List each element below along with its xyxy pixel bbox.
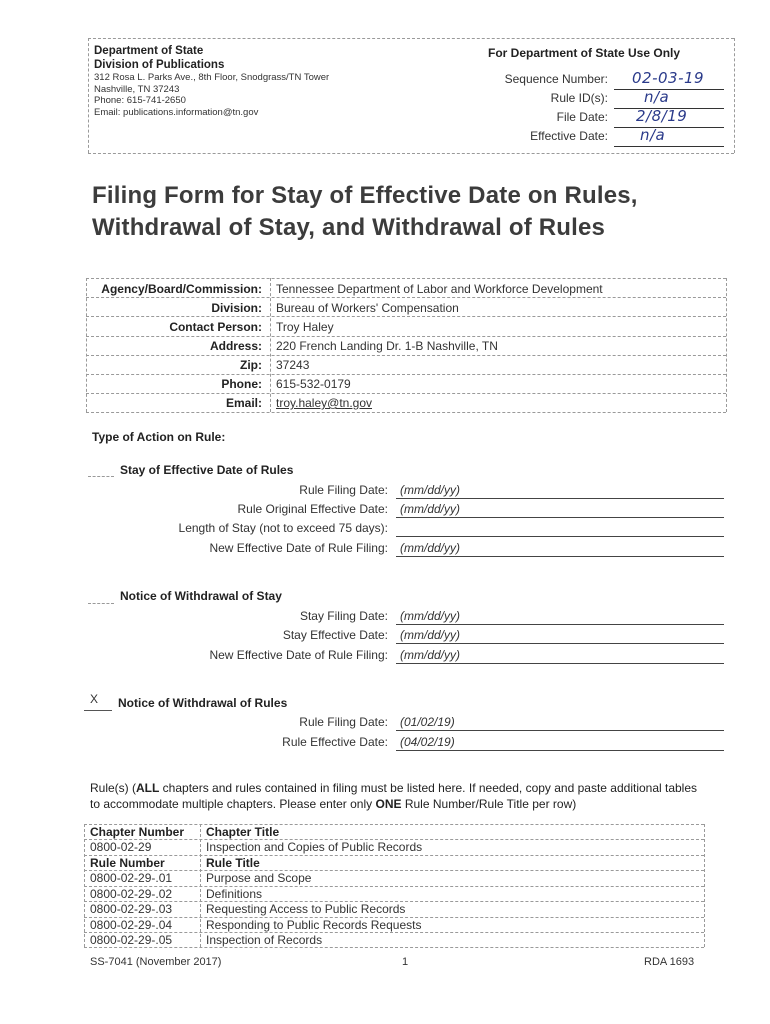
rule-effective-date-label: Rule Effective Date: xyxy=(282,735,388,749)
withdraw-rules-checkbox-line xyxy=(84,710,112,711)
zip-value: 37243 xyxy=(276,358,310,372)
stay-rule-filing-date-line xyxy=(396,498,724,499)
file-date-value: 2/8/19 xyxy=(636,107,688,125)
file-date-label: File Date: xyxy=(556,110,608,124)
stay-new-effective-date-value[interactable]: (mm/dd/yy) xyxy=(400,541,460,555)
withdraw-stay-checkbox-line[interactable] xyxy=(88,603,114,604)
email-value[interactable]: troy.haley@tn.gov xyxy=(276,396,373,410)
zip-label: Zip: xyxy=(240,358,262,372)
chapter-title-header: Chapter Title xyxy=(206,825,280,839)
form-title xyxy=(92,180,638,244)
withdraw-stay-heading: Notice of Withdrawal of Stay xyxy=(120,589,282,603)
stay-filing-date-value[interactable]: (mm/dd/yy) xyxy=(400,609,460,623)
phone-label: Phone: xyxy=(221,377,262,391)
stay-new-effective-date-label: New Effective Date of Rule Filing: xyxy=(209,541,388,555)
stay-checkbox-line[interactable] xyxy=(88,476,114,477)
form-title-line-1: Filing Form for Stay of Effective Date on Rules, xyxy=(92,182,638,209)
rule-title-header: Rule Title xyxy=(206,856,260,870)
agency-value: Tennessee Department of Labor and Workforce Development xyxy=(276,282,603,296)
chapter-number-cell: 0800-02-29 xyxy=(90,840,152,854)
rule-number-cell: 0800-02-29-.03 xyxy=(90,902,173,916)
form-number: SS-7041 (November 2017) xyxy=(90,956,222,968)
dept-name: Department of State xyxy=(94,45,204,57)
withdraw-stay-new-effective-date-value[interactable]: (mm/dd/yy) xyxy=(400,648,460,662)
chapter-number-header: Chapter Number xyxy=(90,825,185,839)
rule-number-cell: 0800-02-29-.04 xyxy=(90,918,173,932)
stay-new-effective-date-line xyxy=(396,556,724,557)
address-line-2: Nashville, TN 37243 xyxy=(94,83,180,95)
address-label: Address: xyxy=(209,339,262,353)
rule-title-cell: Purpose and Scope xyxy=(206,871,312,885)
rule-ids-label: Rule ID(s): xyxy=(550,91,608,105)
rule-ids-value: n/a xyxy=(644,88,670,106)
rules-instructions-all: ALL xyxy=(136,781,160,795)
rule-title-cell: Definitions xyxy=(206,887,263,901)
email-line: Email: publications.information@tn.gov xyxy=(94,106,259,118)
effective-date-value: n/a xyxy=(640,126,666,144)
sequence-number-label: Sequence Number: xyxy=(504,72,608,86)
division-name: Division of Publications xyxy=(94,59,225,71)
stay-original-effective-date-value[interactable]: (mm/dd/yy) xyxy=(400,502,460,516)
effective-date-line xyxy=(614,146,724,147)
rule-number-cell: 0800-02-29-.02 xyxy=(90,887,173,901)
publisher-block xyxy=(94,44,329,118)
rule-title-cell: Responding to Public Records Requests xyxy=(206,918,422,932)
chapter-title-cell: Inspection and Copies of Public Records xyxy=(206,840,423,854)
type-of-action-heading: Type of Action on Rule: xyxy=(92,430,226,444)
stay-original-effective-date-label: Rule Original Effective Date: xyxy=(237,502,388,516)
division-label: Division: xyxy=(211,301,262,315)
rule-number-cell: 0800-02-29-.01 xyxy=(90,871,173,885)
address-value: 220 French Landing Dr. 1-B Nashville, TN xyxy=(276,339,498,353)
rule-number-header: Rule Number xyxy=(90,856,165,870)
contact-person-label: Contact Person: xyxy=(169,320,262,334)
page-number: 1 xyxy=(402,956,409,968)
stay-rule-filing-date-value[interactable]: (mm/dd/yy) xyxy=(400,483,460,497)
stay-rule-filing-date-label: Rule Filing Date: xyxy=(299,483,388,497)
stay-length-label: Length of Stay (not to exceed 75 days): xyxy=(178,521,388,535)
rule-number-cell: 0800-02-29-.05 xyxy=(90,933,173,947)
rule-filing-date-line xyxy=(396,730,724,731)
stay-length-line xyxy=(396,536,724,537)
stay-effective-date-label: Stay Effective Date: xyxy=(282,628,388,642)
file-date-line xyxy=(614,127,724,128)
sequence-number-value: 02-03-19 xyxy=(632,69,705,87)
rule-effective-date-value[interactable]: (04/02/19) xyxy=(400,735,455,749)
rules-instructions-part-3: Rule Number/Rule Title per row) xyxy=(401,797,577,811)
stay-effective-date-line xyxy=(396,643,724,644)
rule-effective-date-line xyxy=(396,750,724,751)
withdraw-stay-new-effective-date-label: New Effective Date of Rule Filing: xyxy=(209,648,388,662)
stay-filing-date-label: Stay Filing Date: xyxy=(299,609,388,623)
rda-number: RDA 1693 xyxy=(644,956,695,968)
withdraw-stay-new-effective-date-line xyxy=(396,663,724,664)
withdraw-rules-mark[interactable]: X xyxy=(90,692,99,706)
form-title-line-2: Withdrawal of Stay, and Withdrawal of Rules xyxy=(92,214,606,241)
rule-filing-date-label: Rule Filing Date: xyxy=(299,715,388,729)
rule-title-cell: Inspection of Records xyxy=(206,933,323,947)
contact-person-value: Troy Haley xyxy=(276,320,334,334)
rules-instructions-part-2: chapters and rules contained in filing must be listed here. If needed, copy and paste additional tables to accommodate multiple chapters. Please enter only xyxy=(90,781,698,811)
phone-line: Phone: 615-741-2650 xyxy=(94,95,186,106)
stay-filing-date-line xyxy=(396,624,724,625)
use-only-title: For Department of State Use Only xyxy=(488,46,681,60)
effective-date-label: Effective Date: xyxy=(530,129,608,143)
rules-instructions-part-1: Rule(s) ( xyxy=(90,781,137,795)
rule-filing-date-value[interactable]: (01/02/19) xyxy=(400,715,455,729)
rules-instructions-one: ONE xyxy=(375,797,402,811)
stay-heading: Stay of Effective Date of Rules xyxy=(120,463,294,477)
division-value: Bureau of Workers' Compensation xyxy=(276,301,459,315)
stay-original-effective-date-line xyxy=(396,517,724,518)
agency-label: Agency/Board/Commission: xyxy=(101,282,262,296)
withdraw-rules-heading: Notice of Withdrawal of Rules xyxy=(118,696,288,710)
email-label: Email: xyxy=(225,396,262,410)
rules-instructions xyxy=(90,780,710,812)
address-line-1: 312 Rosa L. Parks Ave., 8th Floor, Snodgrass/TN Tower xyxy=(94,72,330,83)
stay-effective-date-value[interactable]: (mm/dd/yy) xyxy=(400,628,460,642)
phone-value: 615-532-0179 xyxy=(276,377,351,391)
rule-title-cell: Requesting Access to Public Records xyxy=(206,902,406,916)
